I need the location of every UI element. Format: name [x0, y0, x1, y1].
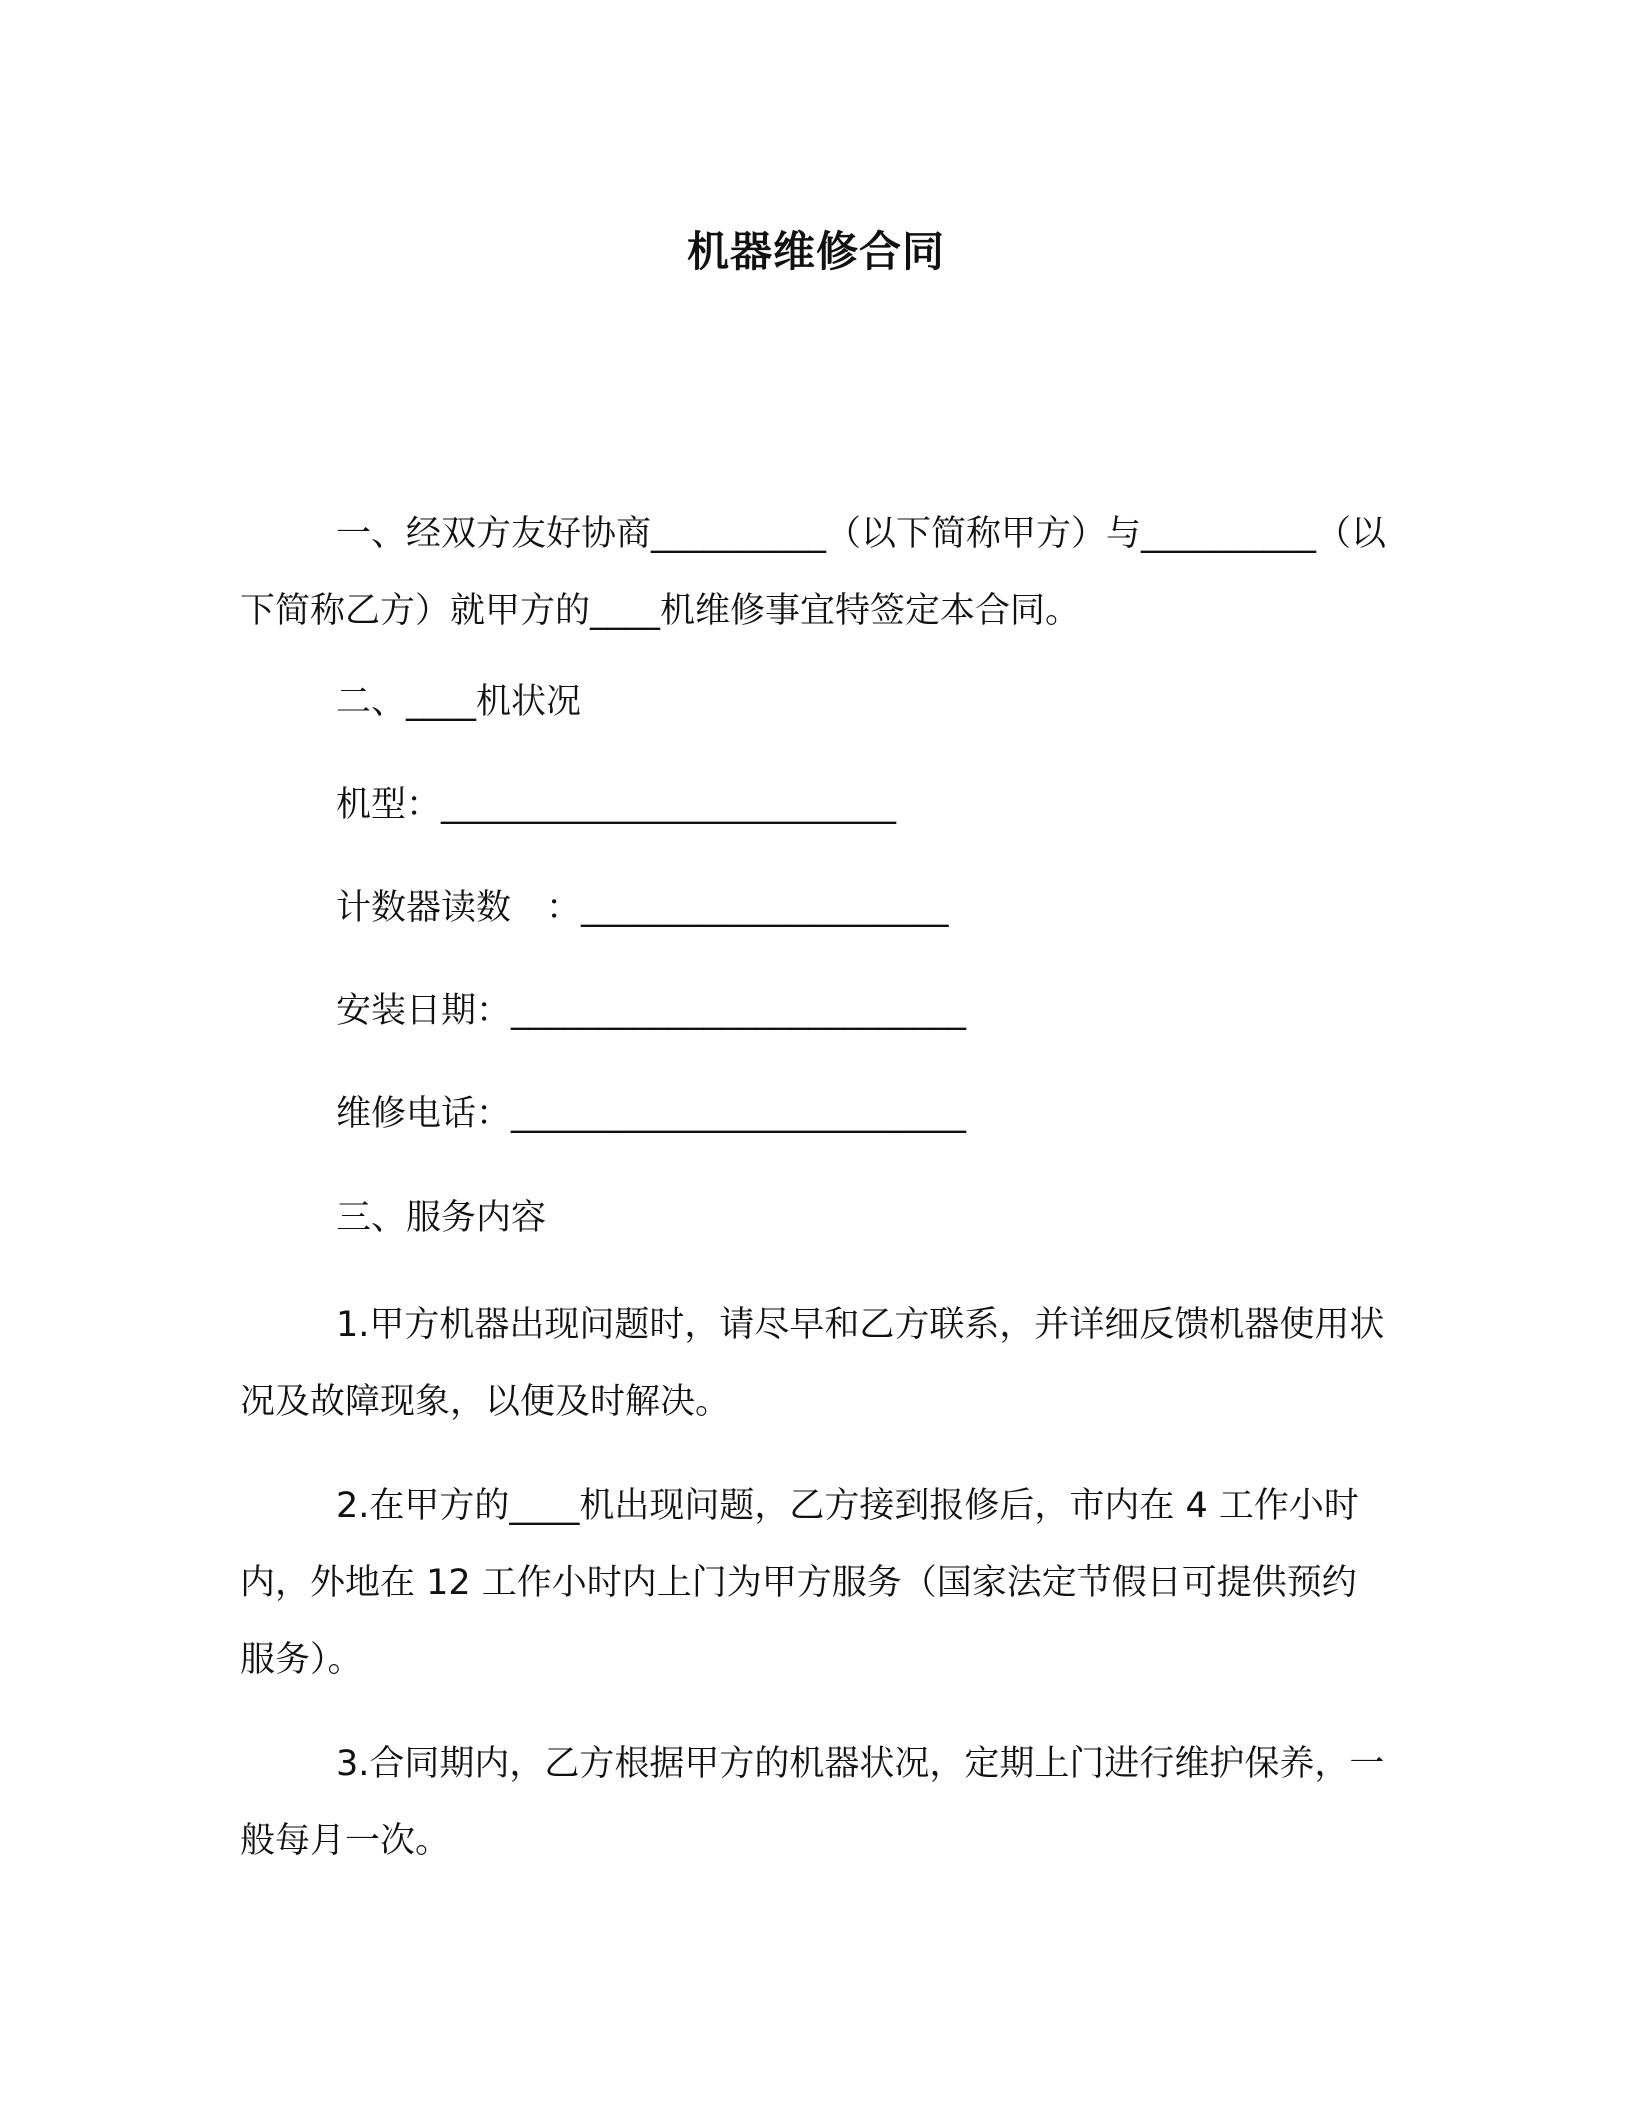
- field-counter: 计数器读数 ：_____________________: [336, 888, 949, 928]
- document-title: 机器维修合同: [686, 227, 945, 276]
- service-item-2: 2.在甲方的____机出现问题，乙方接到报修后，市内在 4 工作小时内，外地在 12 工作小时内上门为甲方服务（国家法定节假日可提供预约服务）。: [240, 1486, 1359, 1680]
- field-model: 机型：__________________________: [336, 785, 897, 825]
- service-item-3: 3.合同期内，乙方根据甲方的机器状况，定期上门进行维护保养，一般每月一次。: [240, 1744, 1385, 1861]
- field-repair-phone: 维修电话：__________________________: [336, 1094, 967, 1134]
- service-item-1: 1.甲方机器出现问题时，请尽早和乙方联系，并详细反馈机器使用状况及故障现象，以便及时解决。: [240, 1305, 1385, 1422]
- clause-1: 一、经双方友好协商__________（以下简称甲方）与__________（以下简称乙方）就甲方的____机维修事宜特签定本合同。: [240, 514, 1387, 631]
- field-install-date: 安装日期：__________________________: [336, 991, 967, 1031]
- section-2-heading: 二、____机状况: [336, 682, 582, 722]
- section-3-heading: 三、服务内容: [336, 1198, 547, 1238]
